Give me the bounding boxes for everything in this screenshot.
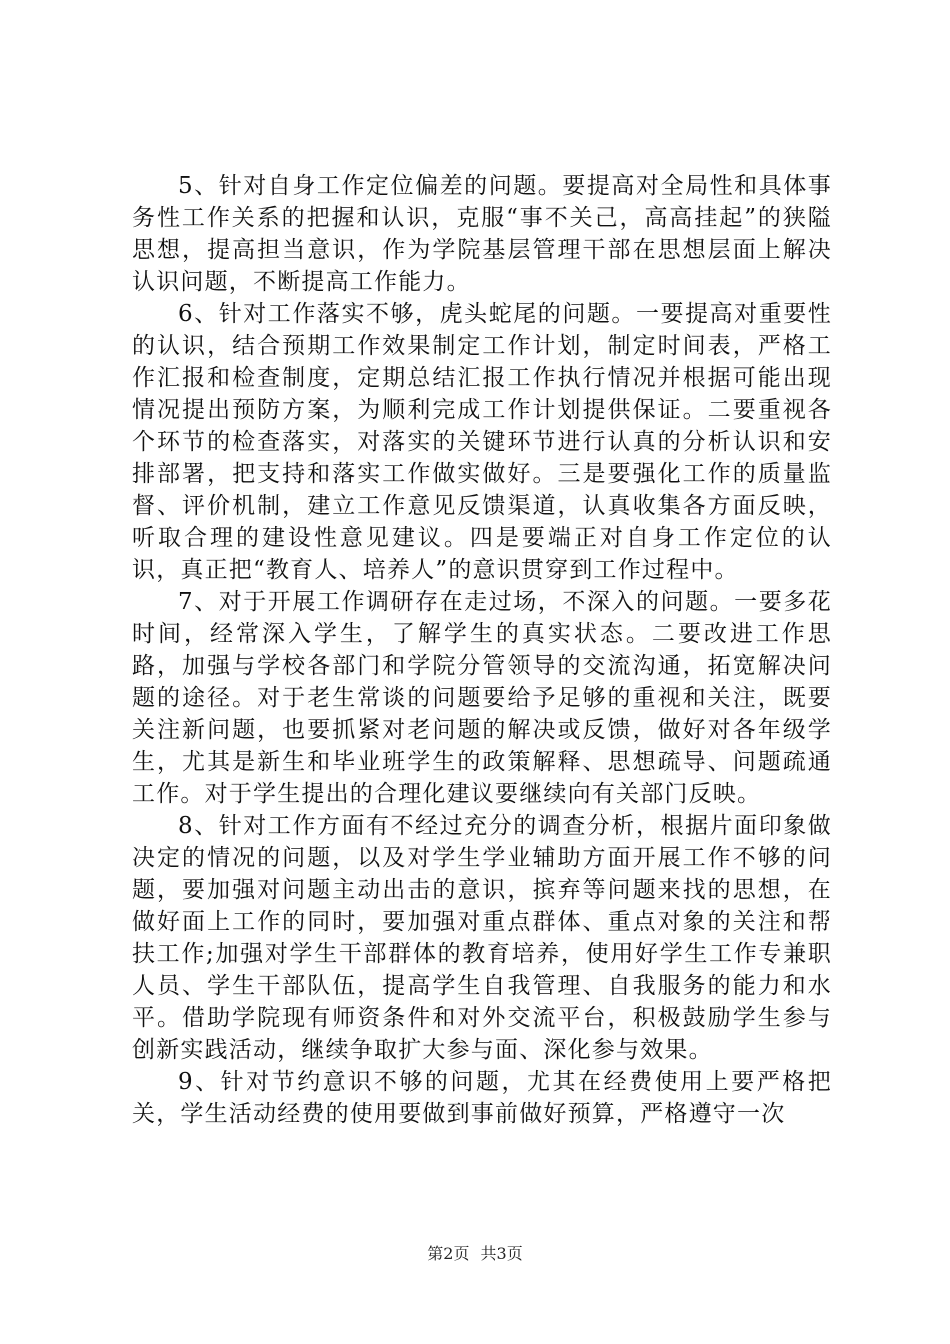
page-total: 共3页 bbox=[480, 1244, 523, 1263]
page-number: 第2页 bbox=[427, 1244, 470, 1263]
document-body bbox=[132, 170, 832, 1130]
paragraph-8: 8、针对工作方面有不经过充分的调查分析，根据片面印象做决定的情况的问题，以及对学生学业辅助方面开展工作不够的问题，要加强对问题主动出击的意识，摈弃等问题来找的思想，在做好面上工作的同时，要加强对重点群体、重点对象的关注和帮扶工作;加强对学生干部群体的教育培养，使用好学生工作专兼职人员、学生干部队伍，提高学生自我管理、自我服务的能力和水平。借助学院现有师资条件和对外交流平台，积极鼓励学生参与创新实践活动，继续争取扩大参与面、深化参与效果。 bbox=[132, 813, 832, 1063]
paragraph-7: 7、对于开展工作调研存在走过场，不深入的问题。一要多花时间，经常深入学生，了解学生的真实状态。二要改进工作思路，加强与学校各部门和学院分管领导的交流沟通，拓宽解决问题的途径。对于老生常谈的问题要给予足够的重视和关注，既要关注新问题，也要抓紧对老问题的解决或反馈，做好对各年级学生，尤其是新生和毕业班学生的政策解释、思想疏导、问题疏通工作。对于学生提出的合理化建议要继续向有关部门反映。 bbox=[132, 589, 832, 807]
page-footer bbox=[0, 1244, 950, 1264]
paragraph-9: 9、针对节约意识不够的问题，尤其在经费使用上要严格把关，学生活动经费的使用要做到事前做好预算，严格遵守一次 bbox=[132, 1069, 832, 1127]
paragraph-6: 6、针对工作落实不够，虎头蛇尾的问题。一要提高对重要性的认识，结合预期工作效果制定工作计划，制定时间表，严格工作汇报和检查制度，定期总结汇报工作执行情况并根据可能出现情况提出预防方案，为顺利完成工作计划提供保证。二要重视各个环节的检查落实，对落实的关键环节进行认真的分析认识和安排部署，把支持和落实工作做实做好。三是要强化工作的质量监督、评价机制，建立工作意见反馈渠道，认真收集各方面反映，听取合理的建设性意见建议。四是要端正对自身工作定位的认识，真正把“教育人、培养人”的意识贯穿到工作过程中。 bbox=[132, 301, 832, 583]
paragraph-5: 5、针对自身工作定位偏差的问题。要提高对全局性和具体事务性工作关系的把握和认识，克服“事不关己，高高挂起”的狭隘思想，提高担当意识，作为学院基层管理干部在思想层面上解决认识问题，不断提高工作能力。 bbox=[132, 173, 832, 295]
